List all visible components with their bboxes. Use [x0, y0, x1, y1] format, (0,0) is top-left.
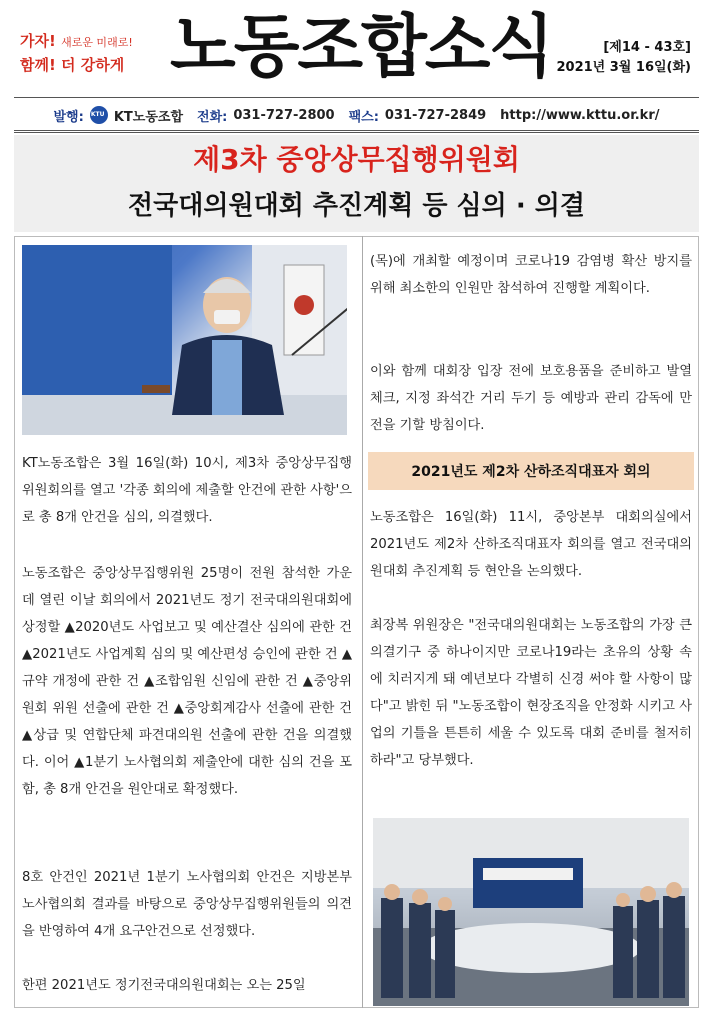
article-paragraph-1: KT노동조합은 3월 16일(화) 10시, 제3차 중앙상무집행위원회의를 열고 '각종 회의에 제출할 안건에 관한 사항'으로 총 8개 안건을 심의, 의결했다.: [22, 456, 352, 525]
slogan-strong: 가자!: [20, 32, 56, 50]
masthead-title: 노동조합소식: [170, 8, 553, 87]
article-paragraph-6: 이와 함께 대회장 입장 전에 보호용품을 준비하고 발열체크, 지정 좌석간 거리 두기 등 예방과 관리 감독에 만전을 기할 방침이다.: [370, 364, 692, 433]
fax-label: 팩스:: [348, 109, 379, 125]
section2-title: 2021년도 제2차 산하조직대표자 회의: [368, 452, 694, 490]
publisher-org: KT노동조합: [113, 109, 184, 125]
kttu-logo-icon: [90, 106, 108, 124]
column-divider: [362, 236, 363, 1008]
section2-paragraph-1: 노동조합은 16일(화) 11시, 중앙본부 대회의실에서 2021년도 제2차 산하조직대표자 회의를 열고 전국대의원대회 추진계획 등 현안을 논의했다.: [370, 510, 692, 579]
fax-number: 031-727-2849: [384, 107, 487, 123]
article-paragraph-3: 8호 안건인 2021년 1분기 노사협의회 안건은 지방본부 노사협의회 결과를 바탕으로 중앙상무집행위원들의 의견을 반영하여 4개 요구안건으로 선정했다.: [22, 870, 352, 939]
issue-number: [제14 - 43호]: [603, 40, 691, 55]
article-paragraph-4: 한편 2021년도 정기전국대의원대회는 오는 25일: [22, 978, 306, 993]
tel-label: 전화:: [197, 109, 228, 125]
publisher-label: 발행:: [53, 109, 84, 125]
section2-paragraph-2: 최장복 위원장은 "전국대의원대회는 노동조합의 가장 큰 의결기구 중 하나이지만 코로나19라는 초유의 상황 속에 치러지게 돼 예년보다 각별히 신경 써야 할 사항이 많다"고 밝힌 뒤 "노동조합이 현장조직을 안정화 시키고 사업의 기틀을 튼튼히 세울 수 있도록 대회 준비를 철저히 하라"고 당부했다.: [370, 618, 692, 768]
slogan: [20, 30, 160, 76]
top-divider: [14, 97, 699, 98]
headline-sub: 전국대의원대회 추진계획 등 심의 · 의결: [128, 191, 585, 221]
website-link[interactable]: http://www.kttu.or.kr/: [500, 107, 660, 123]
header-divider: [14, 130, 699, 133]
article-paragraph-5: (목)에 개최할 예정이며 코로나19 감염병 확산 방지를 위해 최소한의 인원만 참석하여 진행할 계획이다.: [370, 254, 692, 296]
issue-date: 2021년 3월 16일(화): [556, 60, 691, 75]
issue-info: [557, 38, 692, 78]
tel-number: 031-727-2800: [233, 107, 335, 123]
meeting-photo: [22, 245, 347, 435]
meeting-photo-illustration: [22, 245, 347, 435]
slogan-line2: 함께! 더 강하게: [20, 56, 125, 74]
article-paragraph-2: 노동조합은 중앙상무집행위원 25명이 전원 참석한 가운데 열린 이날 회의에서 2021년도 정기 전국대의원대회에 상정할 ▲2020년도 사업보고 및 예산결산 심의에 관한 건 ▲2021년도 사업계획 심의 및 예산편성 승인에 관한 건 ▲규약 개정에 관한 건 ▲조합임원 신임에 관한 건 ▲중앙위원회 위원 선출에 관한 건 ▲중앙회계감사 선출에 관한 건 ▲상급 및 연합단체 파견대의원 선출에 관한 건을 의결했다. 이어 ▲1분기 노사협의회 제출안에 대한 심의 건을 포함, 총 8개 안건을 원안대로 확정했다.: [22, 566, 352, 797]
headline-main: 제3차 중앙상무집행위원회: [193, 143, 520, 176]
group-photo: [373, 818, 689, 1006]
slogan-soft: 새로운 미래로!: [61, 36, 133, 49]
group-photo-illustration: [373, 818, 689, 1006]
publisher-bar: [14, 102, 699, 128]
